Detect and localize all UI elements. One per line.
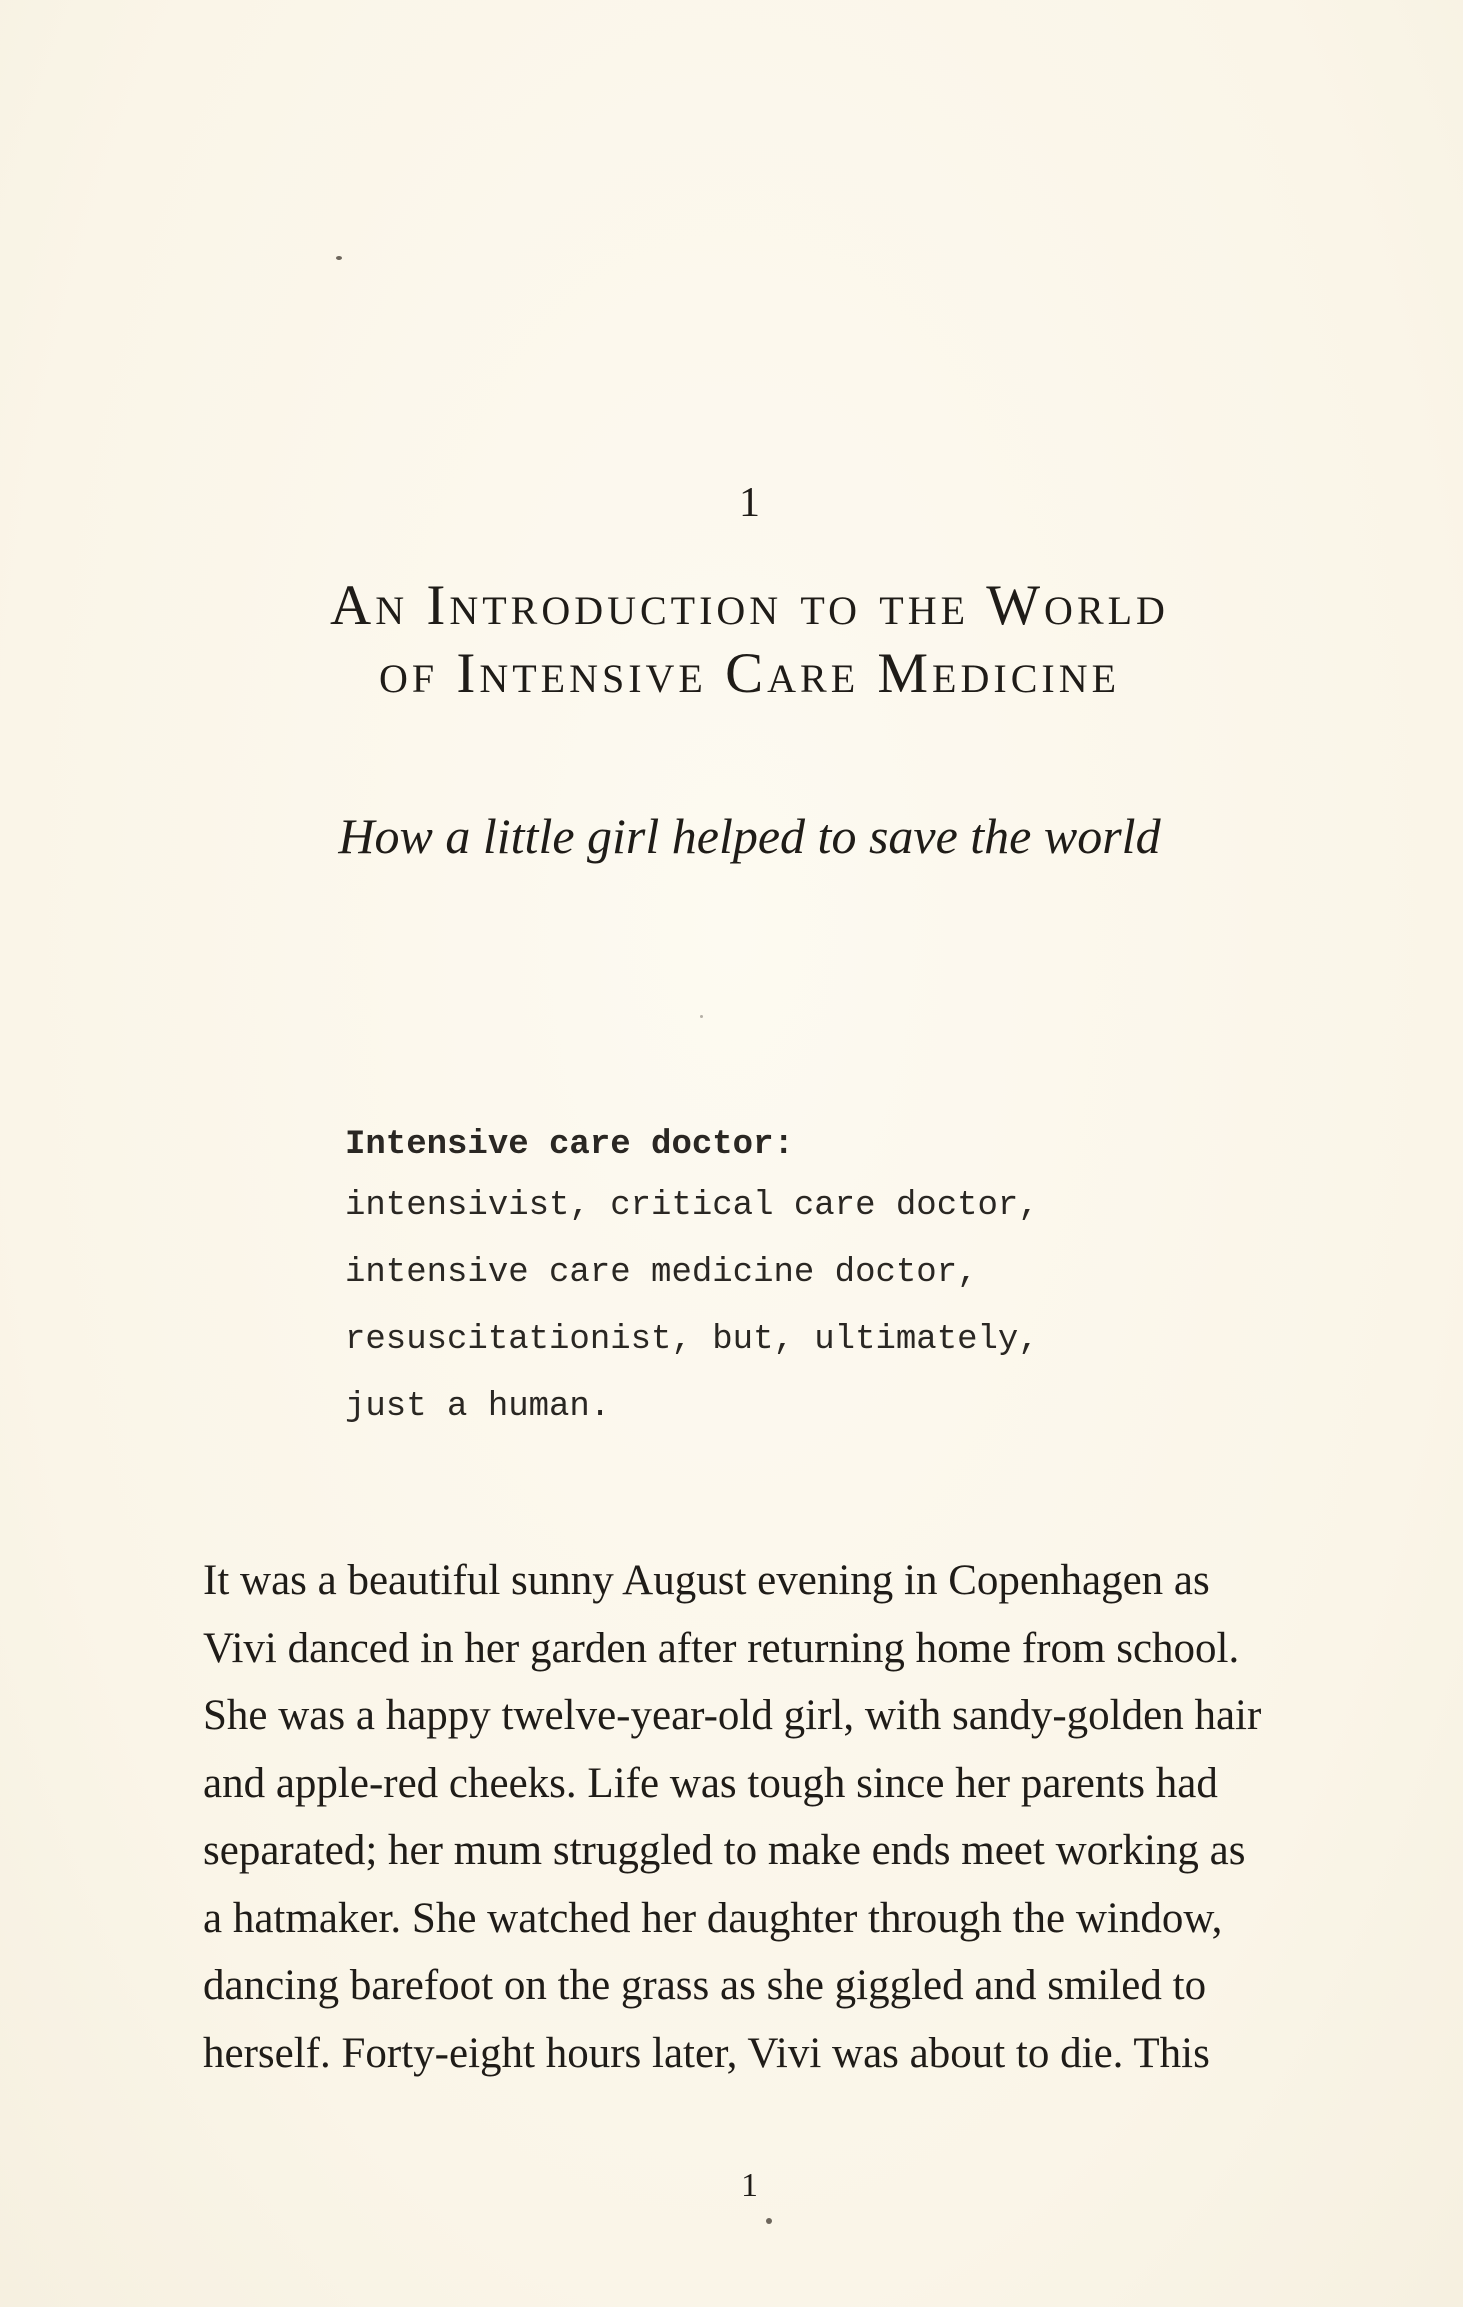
print-speck <box>700 1015 703 1018</box>
chapter-number: 1 <box>739 480 760 526</box>
body-line: She was a happy twelve-year-old girl, with sandy-golden hair <box>203 1692 1262 1739</box>
print-speck <box>336 256 342 260</box>
body-line: herself. Forty-eight hours later, Vivi was about to die. This <box>203 2029 1210 2077</box>
definition-block <box>345 1117 1245 1441</box>
definition-line: intensive care medicine doctor, <box>345 1254 978 1292</box>
definition-term: Intensive care doctor: <box>345 1126 794 1164</box>
chapter-title-line-1: An Introduction to the World <box>330 574 1169 637</box>
definition-line: just a human. <box>345 1388 611 1426</box>
print-speck <box>766 2218 772 2224</box>
chapter-title <box>18 572 1463 708</box>
body-line: It was a beautiful sunny August evening in Copenhagen as <box>203 1557 1210 1604</box>
page-number: 1 <box>741 2167 758 2204</box>
body-line: Vivi danced in her garden after returning home from school. <box>203 1624 1240 1672</box>
body-paragraph <box>203 1547 1306 2087</box>
chapter-subtitle: How a little girl helped to save the world <box>338 808 1161 864</box>
body-line: separated; her mum struggled to make ends meet working as <box>203 1827 1246 1874</box>
body-line: a hatmaker. She watched her daughter through the window, <box>203 1894 1223 1942</box>
chapter-title-line-2: of Intensive Care Medicine <box>378 642 1121 705</box>
body-line: and apple-red cheeks. Life was tough since her parents had <box>203 1759 1218 1807</box>
definition-line: intensivist, critical care doctor, <box>345 1187 1039 1225</box>
definition-line: resuscitationist, but, ultimately, <box>345 1321 1039 1359</box>
body-line: dancing barefoot on the grass as she giggled and smiled to <box>203 1962 1207 2009</box>
